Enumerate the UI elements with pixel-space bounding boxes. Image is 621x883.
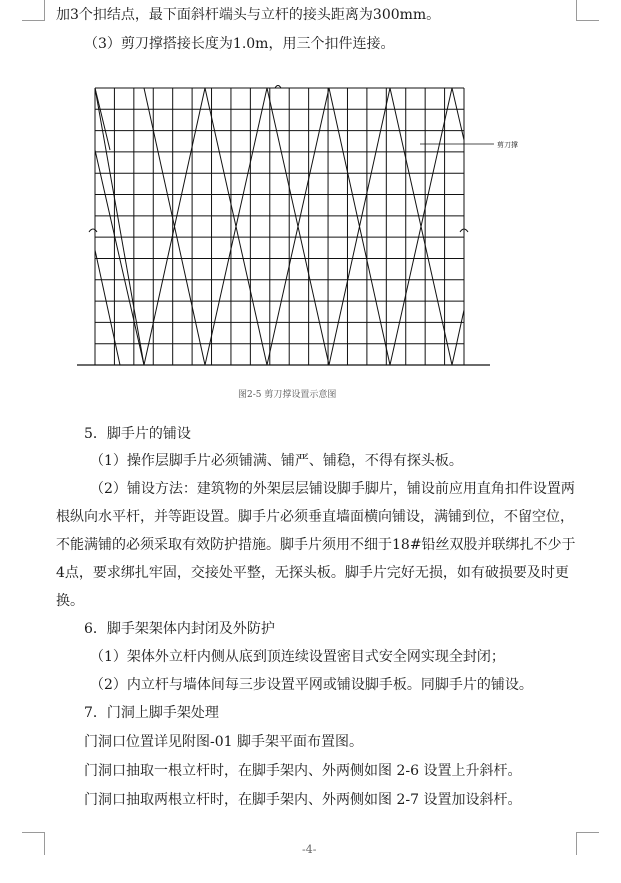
text-line: 门洞口抽取一根立杆时，在脚手架内、外两侧如图 2-6 设置上升斜杆。: [84, 763, 522, 779]
page-number: -4-: [302, 843, 317, 856]
text-line: （2）内立杆与墙体间每三步设置平网或铺设脚手板。同脚手片的铺设。: [90, 677, 533, 693]
text-line: （1）操作层脚手片必须铺满、铺严、铺稳，不得有探头板。: [90, 453, 463, 469]
brace-diagonal: [95, 150, 144, 365]
brace-diagonal: [95, 88, 110, 150]
scissor-brace-label: 剪刀撑: [497, 141, 518, 149]
corner-mark-bottom-left: [22, 832, 45, 855]
brace-diagonal: [452, 88, 464, 140]
corner-mark-bottom-right: [576, 832, 599, 855]
text-line: （3）剪刀撑搭接长度为1.0m，用三个扣件连接。: [84, 36, 395, 52]
text-line: 7．门洞上脚手架处理: [84, 705, 219, 721]
text-line: 6．脚手架架体内封闭及外防护: [84, 621, 275, 637]
figure-caption: 图2-5 剪刀撑设置示意图: [238, 390, 337, 400]
text-line: 门洞口位置详见附图-01 脚手架平面布置图。: [84, 734, 363, 750]
text-line: 4点，要求绑扎牢固，交接处平整，无探头板。脚手片完好无损，如有破损要及时更: [56, 565, 569, 581]
text-line: 5．脚手片的铺设: [84, 426, 191, 442]
text-line: 根纵向水平杆，并等距设置。脚手片必须垂直墙面横向铺设，满铺到位，不留空位，: [56, 509, 574, 525]
text-line: 加3个扣结点，最下面斜杆端头与立杆的接头距离为300mm。: [56, 7, 441, 23]
text-line: （2）铺设方法：建筑物的外架层层铺设脚手脚片，铺设前应用直角扣件设置两: [90, 481, 575, 497]
brace-diagonal: [95, 88, 144, 365]
text-line: 不能满铺的必须采取有效防护措施。脚手片须用不细于18#铅丝双股并联绑扎不少于: [56, 537, 576, 553]
scissor-brace-diagram: [0, 0, 621, 410]
text-line: （1）架体外立杆内侧从底到顶连续设置密目式安全网实现全封闭；: [90, 649, 505, 665]
brace-diagonal: [452, 310, 464, 365]
brace-diagonal: [95, 250, 120, 365]
text-line: 换。: [56, 593, 84, 609]
text-line: 门洞口抽取两根立杆时，在脚手架内、外两侧如图 2-7 设置加设斜杆。: [84, 792, 522, 808]
